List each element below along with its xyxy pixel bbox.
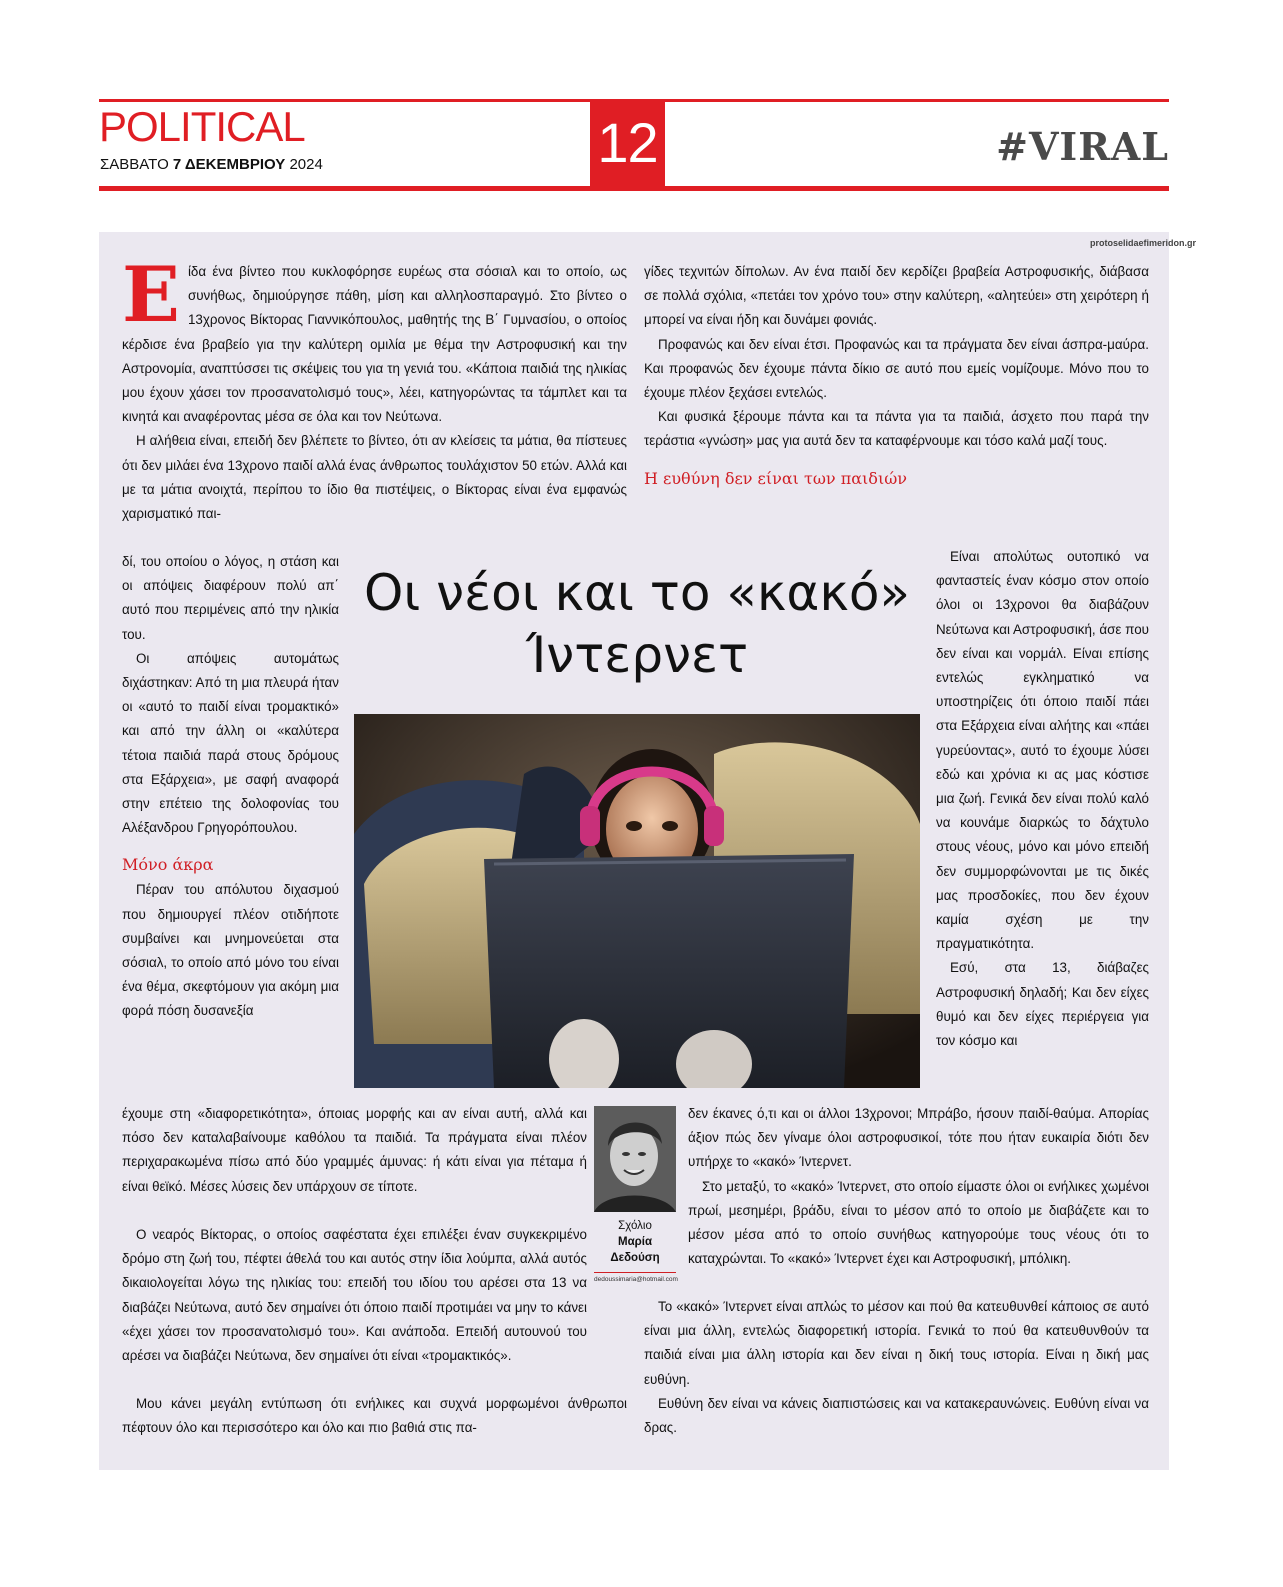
date-year: 2024 — [289, 156, 323, 173]
publication-name: POLITICAL — [99, 103, 305, 150]
author-last-name: Δεδούση — [610, 1252, 660, 1264]
paragraph: γίδες τεχνιτών δίπολων. Αν ένα παιδί δεν κερδίζει βραβεία Αστροφυσικής, διάβασα σε πολλά σχόλια, «πετάει τον χρόνο του» στην καλύτερη, «αλητεύει» στη χειρότερη ή μπορεί να είναι ήδη και δυνάμει φονιάς. — [644, 264, 1149, 328]
paragraph: Είναι απολύτως ουτοπικό να φανταστείς έναν κόσμο στον οποίο όλοι οι 13χρονοι θα διαβάζουν Νεύτωνα και Αστροφυσική, άσε που δεν είναι και νορμάλ. Είναι επίσης εντελώς εγκληματικό να υποστηρίζεις ότι όποιο παιδί πάει στα Εξάρχεια είναι αλήτης και «πάει γυρεύοντας», αυτό το έχουμε λύσει εδώ και χρόνια κι ας μας κόστισε μια ζωή. Γενικά δεν είναι πολύ καλό να κουνάμε διαρκώς το δάχτυλο στους νέους, μόνο και μόνο επειδή δεν συμμορφώνονται με τις δικές μας προσδοκίες, που δεν έχουν καμία σχέση με την πραγματικότητα. — [936, 549, 1149, 952]
author-first-name: Μαρία — [617, 1236, 653, 1248]
paragraph: Μου κάνει μεγάλη εντύπωση ότι ενήλικες και συχνά μορφωμένοι άνθρωποι πέφτουν όλο και περισσότερο και όλο και πιο βαθιά στις πα- — [122, 1396, 627, 1436]
paragraph: Και φυσικά ξέρουμε πάντα και τα πάντα για τα παιδιά, άσχετο που παρά την τεράστια «γνώση» μας για αυτά δεν τα καταφέρνουμε και τόσο καλά μαζί τους. — [644, 409, 1149, 449]
paragraph: Η αλήθεια είναι, επειδή δεν βλέπετε το βίντεο, ότι αν κλείσεις τα μάτια, θα πίστευες ότι δεν μιλάει ένα 13χρονο παιδί αλλά ένας άνθρωπος τουλάχιστον 50 ετών. Αλλά και με τα μάτια ανοιχτά, περίπου το ίδιο θα πιστέψεις, ο Βίκτορας είναι ένα εμφανώς χαρισματικό παι- — [122, 433, 627, 522]
paragraph: δί, του οποίου ο λόγος, η στάση και οι απόψεις διαφέρουν πολύ απ΄ αυτό που περιμένεις από την ηλικία του. — [122, 554, 339, 642]
author-email: dedoussimaria@hotmail.com — [594, 1276, 678, 1283]
byline-divider — [594, 1272, 676, 1273]
section-label: #VIRAL — [996, 124, 1169, 169]
headline: Οι νέοι και το «κακό» Ίντερνετ — [363, 564, 911, 684]
column-1-top — [122, 250, 627, 526]
column-1-narrow — [122, 550, 339, 1024]
column-2-top — [644, 260, 1149, 492]
paragraph: Ο νεαρός Βίκτορας, ο οποίος σαφέστατα έχει επιλέξει έναν συγκεκριμένο δρόμο στη ζωή του, πέφτει άθελά του και αυτός στην ίδια λούμπα, αλλά αυτός δικαιολογείται λόγω της ηλικίας του: επειδή του ιδίου του αρέσει στα 13 να διαβάζει Νεύτωνα, αυτό δεν σημαίνει ότι όποιο παιδί προτιμάει να μην το κάνει «έχει χάσει τον προσανατολισμό του». Και ανάποδα. Επειδή αυτουνού του αρέσει να διαβάζει Νεύτωνα, δεν σημαίνει ότι είναι «τρομακτικός». — [122, 1227, 587, 1364]
date-main: 7 ΔΕΚΕΜΒΡΙΟΥ — [172, 156, 286, 173]
column-2-narrow — [936, 545, 1149, 1053]
column-1-end — [122, 1392, 627, 1440]
paragraph: Το «κακό» Ίντερνετ είναι απλώς το μέσον και πού θα κατευθυνθεί κάποιος σε αυτό είναι μια άλλη, εντελώς διαφορετική ιστορία. Γενικά το πού θα κατευθυνθούν τα παιδιά είναι μια άλλη ιστορία και δεν είναι η δική τους ιστορία. Είναι η δική μας ευθύνη. — [644, 1299, 1149, 1387]
subheading: Μόνο άκρα — [122, 855, 214, 875]
column-2-mid — [688, 1102, 1149, 1271]
column-1-bottom-wide — [122, 1223, 587, 1368]
date-day: ΣΑΒΒΑΤΟ — [100, 156, 169, 173]
author-photo — [594, 1106, 676, 1212]
subheading: Η ευθύνη δεν είναι των παιδιών — [644, 468, 907, 488]
child-laptop-illustration — [354, 714, 920, 1088]
paragraph: Εσύ, στα 13, διάβαζες Αστροφυσική δηλαδή; Και δεν είχες θυμό και δεν είχες περιέργεια για τον κόσμο και — [936, 960, 1149, 1049]
bottom-rule — [99, 186, 1169, 191]
byline — [594, 1218, 676, 1266]
paragraph: Οι απόψεις αυτομάτως διχάστηκαν: Από τη μια πλευρά ήταν οι «αυτό το παιδί είναι τρομακτικό» και από την άλλη οι «καλύτερα τέτοια παιδιά παρά στους δρόμους στα Εξάρχεια», με σαφή αναφορά στην επέτειο της δολοφονίας του Αλέξανδρου Γρηγορόπουλου. — [122, 650, 339, 836]
dropcap: Ε — [122, 250, 180, 339]
paragraph: ίδα ένα βίντεο που κυκλοφόρησε ευρέως στα σόσιαλ και το οποίο, ως συνήθως, δημιούργησε πάθη, μίση και αλληλοσπαραγμό. Στο βίντεο ο 13χρονος Βίκτορας Γιαννικόπουλος, μαθητής της Β΄ Γυμνασίου, ο οποίος κέρδισε ένα βραβείο για την καλύτερη ομιλία με θέμα την Αστροφυσική και την Αστρονομία, αναπτύσσει τις σκέψεις του για τη γενιά του. «Κάποια παιδιά της ηλικίας μου έχουν χάσει τον προσανατολισμό τους», λέει, κατηγορώντας τα τάμπλετ και τα κινητά και αναφέροντας μέσα σε όλα και τον Νεύτωνα. — [122, 264, 627, 425]
paragraph: Προφανώς και δεν είναι έτσι. Προφανώς και τα πράγματα δεν είναι άσπρα-μαύρα. Και προφανώς δεν έχουμε πάντα δίκιο σε αυτό που εμείς νομίζουμε. Μόνο που το έχουμε πλέον ξεχάσει εντελώς. — [644, 336, 1149, 401]
byline-label: Σχόλιο — [618, 1220, 652, 1232]
article-photo — [354, 714, 920, 1088]
paragraph: Πέραν του απόλυτου διχασμού που δημιουργεί πλέον οτιδήποτε συμβαίνει και μνημονεύεται στα σόσιαλ, το οποίο από μόνο του είναι ένα θέμα, σκεφτόμουν για ακόμη μια φορά πόση δυσανεξία — [122, 882, 339, 1019]
page-number: 12 — [590, 100, 665, 190]
paragraph: δεν έκανες ό,τι και οι άλλοι 13χρονοι; Μπράβο, ήσουν παιδί-θαύμα. Απορίας άξιον πώς δεν γίναμε όλοι αστροφυσικοί, τότε που ήταν ευκαιρία διότι δεν υπήρχε το «κακό» Ίντερνετ. — [688, 1106, 1149, 1170]
paragraph: Ευθύνη δεν είναι να κάνεις διαπιστώσεις και να κατακεραυνώνεις. Ευθύνη είναι να δρας. — [644, 1395, 1149, 1436]
paragraph: Στο μεταξύ, το «κακό» Ίντερνετ, στο οποίο είμαστε όλοι οι ενήλικες χωμένοι πρωί, μεσημέρι, βράδυ, είναι το μέσον από το οποίο με διαβάζετε και το μέσον μέσα από το οποίο συνήθως κατηγορούμε τους νέους ότι το καταχρώνται. Το «κακό» Ίντερνετ έχει και Αστροφυσική, μπόλικη. — [688, 1178, 1149, 1267]
avatar — [594, 1106, 676, 1212]
dateline — [100, 156, 323, 173]
watermark: protoselidaefimeridon.gr — [1090, 238, 1197, 248]
column-2-bottom — [644, 1295, 1149, 1440]
paragraph: έχουμε στη «διαφορετικότητα», όποιας μορφής και αν είναι αυτή, αλλά και πόσο δεν καταλαβαίνουμε καθόλου τα παιδιά. Τα πράγματα είναι πλέον περιχαρακωμένα πίσω από δύο γραμμές άμυνας: ή κάτι είναι για πέταμα ή είναι θεϊκό. Μέσες λύσεις δεν υπάρχουν σε τίποτε. — [122, 1106, 587, 1194]
column-1-bottom — [122, 1102, 587, 1199]
